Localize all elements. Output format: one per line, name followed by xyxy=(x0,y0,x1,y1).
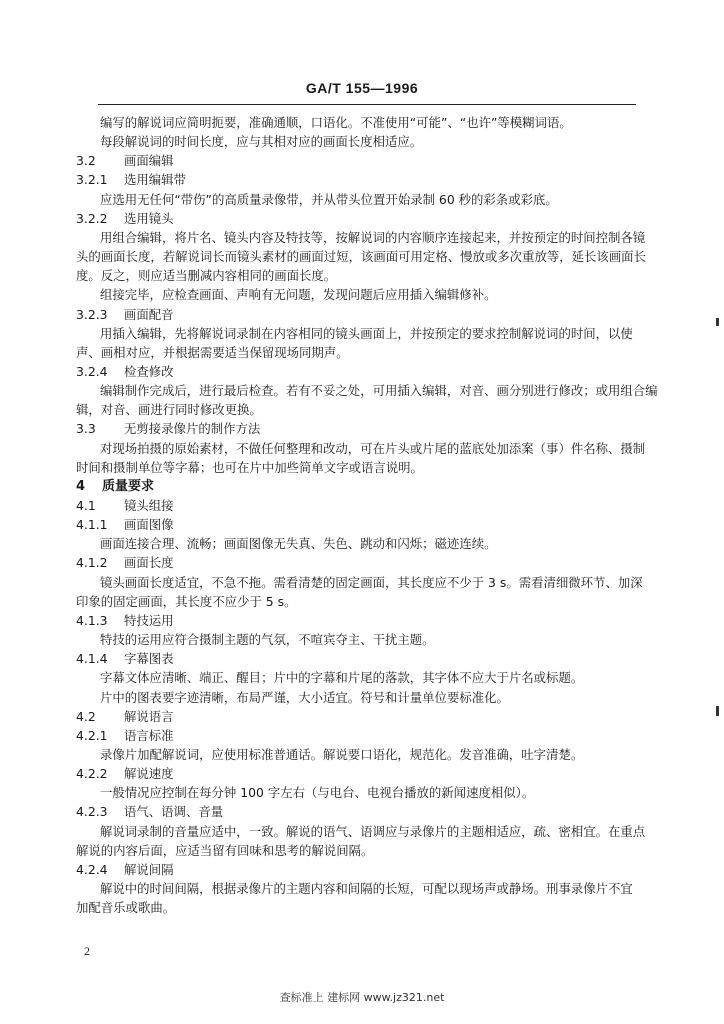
section-title: 解说间隔 xyxy=(124,862,174,877)
section-title: 语言标准 xyxy=(124,728,174,743)
paragraph-line: 用组合编辑，将片名、镜头内容及特技等，按解说词的内容顺序连接起来，并按预定的时间控制各镜 xyxy=(100,230,646,245)
section-number: 4.2 xyxy=(76,709,96,724)
subsection-heading xyxy=(76,171,656,189)
section-title: 字幕图表 xyxy=(124,651,174,666)
subsection-heading xyxy=(76,803,656,821)
paragraph-line: 用插入编辑，先将解说词录制在内容相同的镜头画面上，并按预定的要求控制解说词的时间，以使 xyxy=(100,326,633,341)
paragraph-line: 解说中的时间间隔，根据录像片的主题内容和间隔的长短，可配以现场声或静场。刑事录像片不宜 xyxy=(100,881,633,896)
section-title: 无剪接录像片的制作方法 xyxy=(124,421,261,436)
subsection-heading xyxy=(76,727,656,745)
section-title: 画面长度 xyxy=(124,555,174,570)
paragraph-line: 录像片加配解说词，应使用标准普通话。解说要口语化，规范化。发音准确，吐字清楚。 xyxy=(100,747,584,762)
section-number: 3.2.2 xyxy=(76,211,108,226)
paragraph-line: 印象的固定画面，其长度不应少于 5 s。 xyxy=(76,594,297,609)
page-number: 2 xyxy=(84,944,90,958)
section-heading xyxy=(76,478,656,496)
subsection-heading xyxy=(76,516,656,534)
subsection-heading xyxy=(76,650,656,668)
paragraph-line: 片中的图表要字迹清晰，布局严谨，大小适宜。符号和计量单位要标准化。 xyxy=(100,690,509,705)
subsection-heading xyxy=(76,554,656,572)
paragraph-line: 辑，对音、画进行同时修改更换。 xyxy=(76,402,262,417)
paragraph-line: 特技的运用应符合摄制主题的气氛，不喧宾夺主、干扰主题。 xyxy=(100,632,435,647)
header-rule xyxy=(98,104,636,105)
section-number: 3.2.1 xyxy=(76,172,108,187)
paragraph-line: 每段解说词的时间长度，应与其相对应的画面长度相适应。 xyxy=(100,134,423,149)
paragraph-line: 声、画相对应，并根据需要适当保留现场同期声。 xyxy=(76,345,349,360)
section-number: 4.2.3 xyxy=(76,804,108,819)
section-number: 4.2.4 xyxy=(76,862,108,877)
section-number: 4.2.1 xyxy=(76,728,108,743)
subsection-heading xyxy=(76,306,656,324)
subsection-heading xyxy=(76,420,656,438)
paragraph-line: 画面连接合理、流畅；画面图像无失真、失色、跳动和闪烁；磁迹连续。 xyxy=(100,536,497,551)
paragraph-line: 应选用无任何“带伤”的高质量录像带，并从带头位置开始录制 60 秒的彩条或彩底。 xyxy=(100,192,558,207)
section-number: 4.1 xyxy=(76,498,96,513)
subsection-heading xyxy=(76,152,656,170)
section-title: 画面图像 xyxy=(124,517,174,532)
paragraph-line: 加配音乐或歌曲。 xyxy=(76,900,176,915)
section-title: 画面配音 xyxy=(124,307,174,322)
section-title: 镜头组接 xyxy=(124,498,174,513)
subsection-heading xyxy=(76,765,656,783)
section-number: 3.3 xyxy=(76,421,96,436)
subsection-heading xyxy=(76,708,656,726)
section-title: 解说速度 xyxy=(124,766,174,781)
section-number: 4.1.3 xyxy=(76,613,108,628)
section-number: 3.2.3 xyxy=(76,307,108,322)
paragraph-line: 度。反之，则应适当删减内容相同的画面长度。 xyxy=(76,268,337,283)
subsection-heading xyxy=(76,861,656,879)
subsection-heading xyxy=(76,612,656,630)
section-title: 解说语言 xyxy=(124,709,174,724)
standard-header: GA/T 155—1996 xyxy=(305,80,419,96)
paragraph-line: 组接完毕，应检查画面、声响有无问题，发现问题后应用插入编辑修补。 xyxy=(100,287,497,302)
section-title: 检查修改 xyxy=(124,364,174,379)
section-title: 画面编辑 xyxy=(124,153,174,168)
paragraph-line: 字幕文体应清晰、端正、醒目；片中的字幕和片尾的落款，其字体不应大于片名或标题。 xyxy=(100,670,584,685)
section-number: 4.2.2 xyxy=(76,766,108,781)
section-number: 4.1.4 xyxy=(76,651,108,666)
section-title: 质量要求 xyxy=(102,479,155,494)
section-title: 选用编辑带 xyxy=(124,172,186,187)
paragraph-line: 编写的解说词应简明扼要，准确通顺，口语化。不准使用“可能”、“也许”等模糊词语。 xyxy=(100,115,572,130)
section-title: 选用镜头 xyxy=(124,211,174,226)
paragraph-line: 编辑制作完成后，进行最后检查。若有不妥之处，可用插入编辑，对音、画分别进行修改；或用组合编 xyxy=(100,383,658,398)
scan-mark xyxy=(716,706,719,716)
subsection-heading xyxy=(76,497,656,515)
paragraph-line: 一般情况应控制在每分钟 100 字左右（与电台、电视台播放的新闻速度相似）。 xyxy=(100,785,535,800)
section-title: 特技运用 xyxy=(124,613,174,628)
paragraph-line: 头的画面长度，若解说词长而镜头素材的画面过短，该画面可用定格、慢放或多次重放等，延长该画面长 xyxy=(76,249,646,264)
section-number: 4 xyxy=(76,479,86,494)
section-number: 4.1.1 xyxy=(76,517,108,532)
subsection-heading xyxy=(76,363,656,381)
section-number: 4.1.2 xyxy=(76,555,108,570)
paragraph-line: 解说的内容后面，应适当留有回味和思考的解说间隔。 xyxy=(76,843,374,858)
subsection-heading xyxy=(76,210,656,228)
section-number: 3.2.4 xyxy=(76,364,108,379)
scan-mark xyxy=(716,318,719,326)
footer-watermark: 查标准上 建标网 www.jz321.net xyxy=(279,991,445,1004)
paragraph-line: 时间和摄制单位等字幕；也可在片中加些简单文字或语言说明。 xyxy=(76,460,423,475)
paragraph-line: 解说词录制的音量应适中，一致。解说的语气、语调应与录像片的主题相适应，疏、密相宜。在重点 xyxy=(100,824,646,839)
section-number: 3.2 xyxy=(76,153,96,168)
section-title: 语气、语调、音量 xyxy=(124,804,224,819)
paragraph-line: 对现场拍摄的原始素材，不做任何整理和改动，可在片头或片尾的蓝底处加添案（事）件名称、摄制 xyxy=(100,441,646,456)
paragraph-line: 镜头画面长度适宜，不急不拖。需看清楚的固定画面，其长度应不少于 3 s。需看清细微环节、加深 xyxy=(100,575,643,590)
